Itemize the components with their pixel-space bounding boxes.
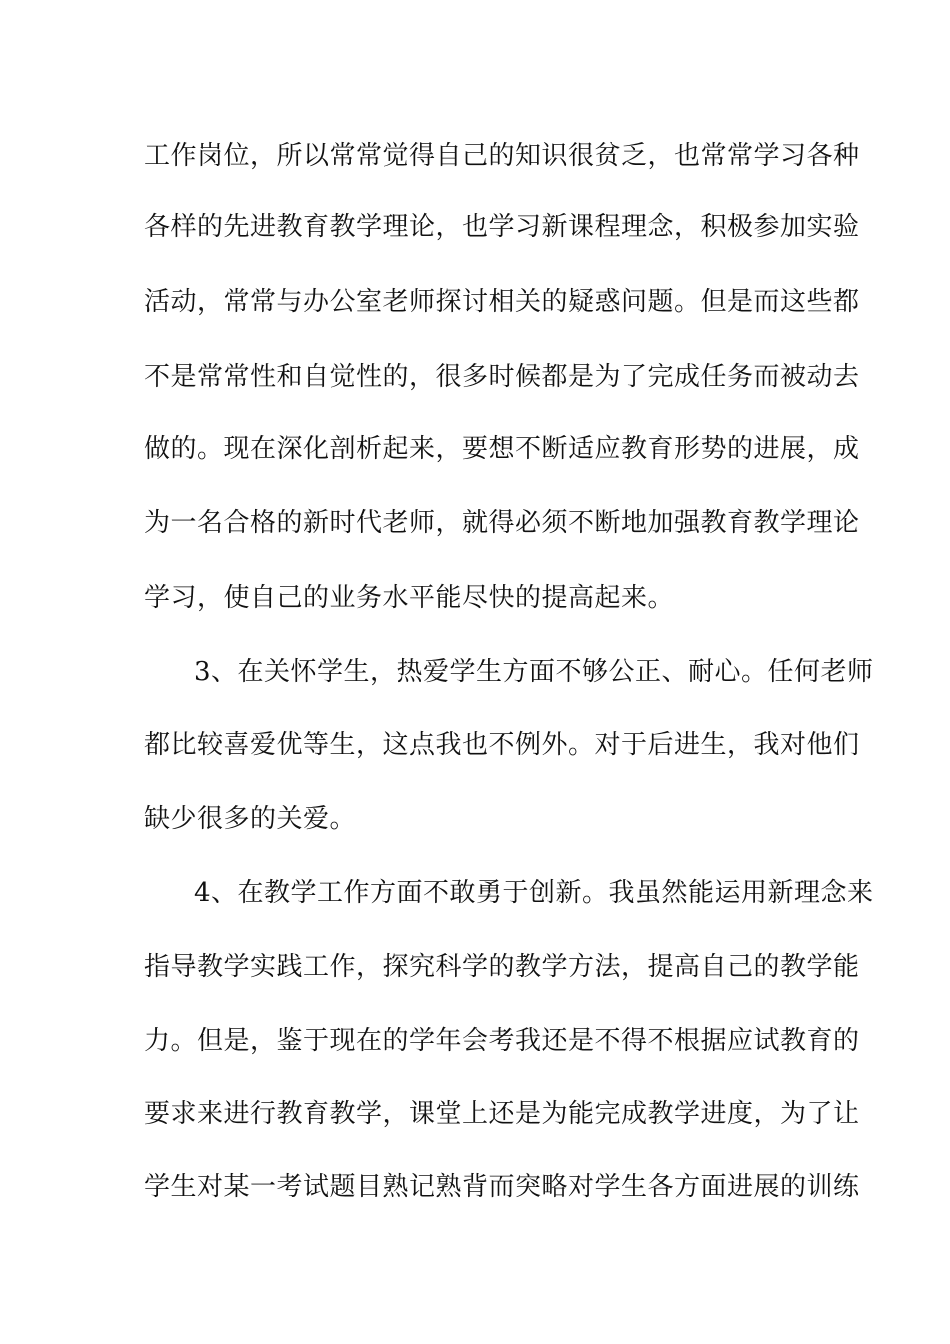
text-line: 要求来进行教育教学，课堂上还是为能完成教学进度，为了让 — [144, 1099, 860, 1129]
text-line: 活动，常常与办公室老师探讨相关的疑惑问题。但是而这些都 — [144, 287, 860, 317]
text-line: 做的。现在深化剖析起来，要想不断适应教育形势的进展，成 — [144, 434, 860, 464]
text-line: 学生对某一考试题目熟记熟背而突略对学生各方面进展的训练 — [144, 1172, 860, 1202]
paragraph-4-start: 4、在教学工作方面不敢勇于创新。我虽然能运用新理念来 — [194, 878, 874, 908]
text-line: 都比较喜爱优等生，这点我也不例外。对于后进生，我对他们 — [144, 730, 860, 760]
paragraph-3-start: 3、在关怀学生，热爱学生方面不够公正、耐心。任何老师 — [194, 657, 874, 687]
text-line: 为一名合格的新时代老师，就得必须不断地加强教育教学理论 — [144, 508, 860, 538]
text-line: 各样的先进教育教学理论，也学习新课程理念，积极参加实验 — [144, 212, 860, 242]
text-line: 工作岗位，所以常常觉得自己的知识很贫乏，也常常学习各种 — [144, 141, 860, 171]
text-line: 缺少很多的关爱。 — [144, 804, 357, 834]
text-line: 学习，使自己的业务水平能尽快的提高起来。 — [144, 583, 675, 613]
text-line: 指导教学实践工作，探究科学的教学方法，提高自己的教学能 — [144, 952, 860, 982]
text-line: 力。但是，鉴于现在的学年会考我还是不得不根据应试教育的 — [144, 1026, 860, 1056]
text-line: 不是常常性和自觉性的，很多时候都是为了完成任务而被动去 — [144, 362, 860, 392]
